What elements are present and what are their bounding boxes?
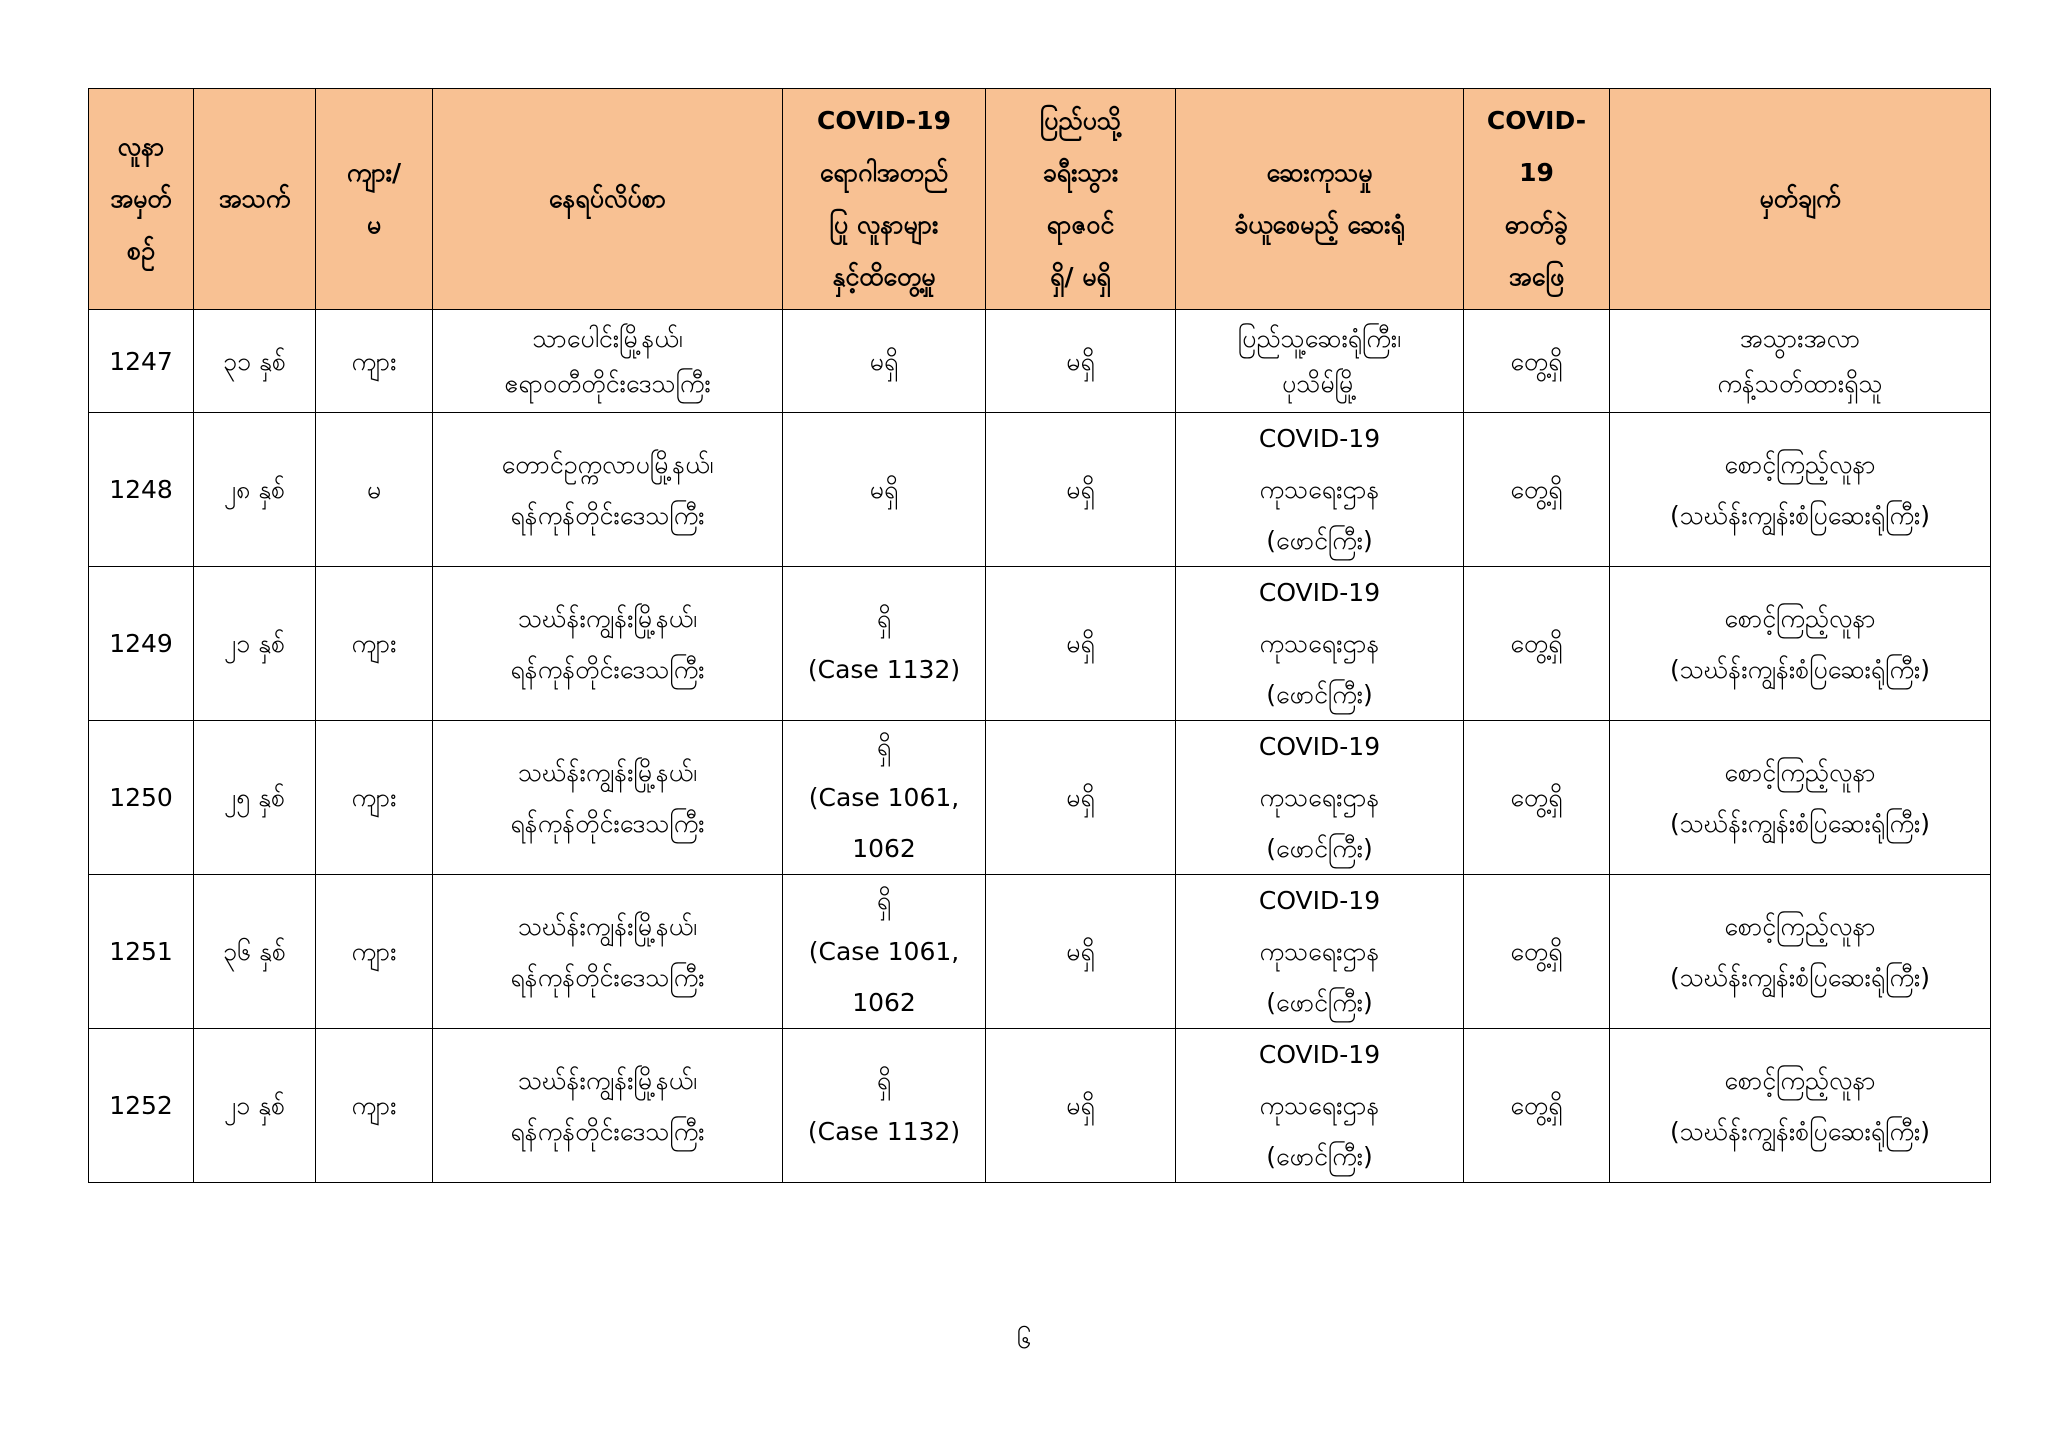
table-row [89, 1029, 1991, 1183]
header-travel-history: ပြည်ပသို့ ခရီးသွား ရာဇဝင် ရှိ/ မရှိ [986, 89, 1176, 310]
cell-remarks: စောင့်ကြည့်လူနာ (သဃ်န်းကျွန်းစံပြဆေးရုံကြီး) [1610, 413, 1991, 567]
cell-travel-history: မရှိ [986, 875, 1176, 1029]
table-row [89, 413, 1991, 567]
cell-age: ၃၆ နှစ် [194, 875, 316, 1029]
cell-travel-history: မရှိ [986, 567, 1176, 721]
header-remarks: မှတ်ချက် [1610, 89, 1991, 310]
cell-hospital: COVID-19 ကုသရေးဌာန (ဖောင်ကြီး) [1176, 413, 1464, 567]
cell-hospital: COVID-19 ကုသရေးဌာန (ဖောင်ကြီး) [1176, 721, 1464, 875]
cell-address: သဃ်န်းကျွန်းမြို့နယ်၊ ရန်ကုန်တိုင်းဒေသကြီး [433, 721, 783, 875]
cell-patient-no: 1247 [89, 310, 194, 413]
table-row [89, 721, 1991, 875]
cell-patient-no: 1249 [89, 567, 194, 721]
cell-address: သဃ်န်းကျွန်းမြို့နယ်၊ ရန်ကုန်တိုင်းဒေသကြီး [433, 875, 783, 1029]
cell-hospital: ပြည်သူ့ဆေးရုံကြီး၊ ပုသိမ်မြို့ [1176, 310, 1464, 413]
header-age: အသက် [194, 89, 316, 310]
cell-hospital: COVID-19 ကုသရေးဌာန (ဖောင်ကြီး) [1176, 1029, 1464, 1183]
cell-remarks: စောင့်ကြည့်လူနာ (သဃ်န်းကျွန်းစံပြဆေးရုံကြီး) [1610, 875, 1991, 1029]
cell-travel-history: မရှိ [986, 1029, 1176, 1183]
cell-contact: မရှိ [783, 413, 986, 567]
header-row [89, 89, 1991, 310]
cell-address: သဃ်န်းကျွန်းမြို့နယ်၊ ရန်ကုန်တိုင်းဒေသကြီး [433, 1029, 783, 1183]
cell-sex: ကျား [316, 875, 433, 1029]
header-sex: ကျား/ မ [316, 89, 433, 310]
cell-remarks: စောင့်ကြည့်လူနာ (သဃ်န်းကျွန်းစံပြဆေးရုံကြီး) [1610, 1029, 1991, 1183]
cell-lab-result: တွေ့ရှိ [1464, 567, 1610, 721]
page-number: ၆ [1016, 1325, 1032, 1355]
cell-sex: ကျား [316, 721, 433, 875]
cell-age: ၃၁ နှစ် [194, 310, 316, 413]
header-lab-result: COVID- 19 ဓာတ်ခွဲ အဖြေ [1464, 89, 1610, 310]
cell-lab-result: တွေ့ရှိ [1464, 310, 1610, 413]
table-row [89, 310, 1991, 413]
cell-contact: မရှိ [783, 310, 986, 413]
cell-contact: ရှိ (Case 1132) [783, 1029, 986, 1183]
cell-remarks: စောင့်ကြည့်လူနာ (သဃ်န်းကျွန်းစံပြဆေးရုံကြီး) [1610, 721, 1991, 875]
cell-sex: ကျား [316, 310, 433, 413]
cell-lab-result: တွေ့ရှိ [1464, 413, 1610, 567]
cell-hospital: COVID-19 ကုသရေးဌာန (ဖောင်ကြီး) [1176, 567, 1464, 721]
cell-remarks: အသွားအလာ ကန့်သတ်ထားရှိသူ [1610, 310, 1991, 413]
header-patient-no: လူနာ အမှတ် စဉ် [89, 89, 194, 310]
cell-contact: ရှိ (Case 1061, 1062 [783, 721, 986, 875]
cell-lab-result: တွေ့ရှိ [1464, 875, 1610, 1029]
cell-sex: မ [316, 413, 433, 567]
cell-patient-no: 1251 [89, 875, 194, 1029]
cell-remarks: စောင့်ကြည့်လူနာ (သဃ်န်းကျွန်းစံပြဆေးရုံကြီး) [1610, 567, 1991, 721]
header-hospital: ဆေးကုသမှု ခံယူစေမည့် ဆေးရုံ [1176, 89, 1464, 310]
table-row [89, 875, 1991, 1029]
cell-lab-result: တွေ့ရှိ [1464, 721, 1610, 875]
cell-address: တောင်ဥက္ကလာပမြို့နယ်၊ ရန်ကုန်တိုင်းဒေသကြီး [433, 413, 783, 567]
table-row [89, 567, 1991, 721]
cell-contact: ရှိ (Case 1061, 1062 [783, 875, 986, 1029]
cell-age: ၂၅ နှစ် [194, 721, 316, 875]
header-contact: COVID-19 ရောဂါအတည် ပြု လူနာများ နှင့်ထိတွေ့မှု [783, 89, 986, 310]
cell-travel-history: မရှိ [986, 413, 1176, 567]
cell-patient-no: 1252 [89, 1029, 194, 1183]
cell-sex: ကျား [316, 1029, 433, 1183]
cell-sex: ကျား [316, 567, 433, 721]
cell-patient-no: 1248 [89, 413, 194, 567]
cell-age: ၂၁ နှစ် [194, 1029, 316, 1183]
header-address: နေရပ်လိပ်စာ [433, 89, 783, 310]
patient-table [88, 88, 1991, 1183]
patient-table-container [88, 88, 1990, 1183]
cell-travel-history: မရှိ [986, 310, 1176, 413]
cell-contact: ရှိ (Case 1132) [783, 567, 986, 721]
cell-hospital: COVID-19 ကုသရေးဌာန (ဖောင်ကြီး) [1176, 875, 1464, 1029]
cell-address: သာပေါင်းမြို့နယ်၊ ဧရာဝတီတိုင်းဒေသကြီး [433, 310, 783, 413]
cell-age: ၂၈ နှစ် [194, 413, 316, 567]
cell-travel-history: မရှိ [986, 721, 1176, 875]
cell-patient-no: 1250 [89, 721, 194, 875]
cell-age: ၂၁ နှစ် [194, 567, 316, 721]
cell-address: သဃ်န်းကျွန်းမြို့နယ်၊ ရန်ကုန်တိုင်းဒေသကြီး [433, 567, 783, 721]
cell-lab-result: တွေ့ရှိ [1464, 1029, 1610, 1183]
